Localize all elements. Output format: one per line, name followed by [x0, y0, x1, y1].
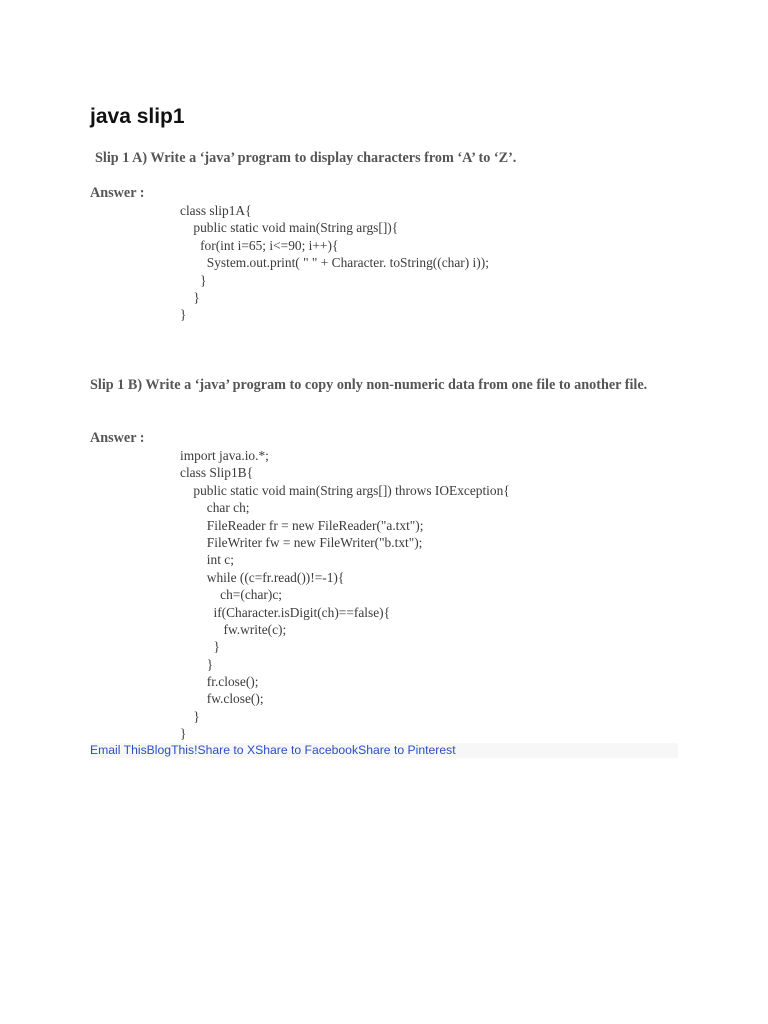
code-line: fr.close();: [180, 674, 259, 690]
code-line: }: [180, 726, 187, 742]
code-line: FileWriter fw = new FileWriter("b.txt");: [180, 534, 423, 550]
code-line: }: [180, 639, 220, 655]
blog-this-link[interactable]: BlogThis!: [146, 743, 198, 757]
code-line: }: [180, 708, 200, 724]
code-line: class slip1A{: [180, 203, 252, 218]
slip-1a-answer-label: Answer :: [90, 185, 145, 201]
code-line: public static void main(String args[]){: [180, 220, 399, 236]
slip-1b-code: [180, 447, 510, 743]
code-line: char ch;: [180, 500, 250, 516]
code-line: fw.close();: [180, 691, 264, 707]
code-line: while ((c=fr.read())!=-1){: [180, 569, 345, 585]
code-line: ch=(char)c;: [180, 587, 282, 603]
share-to-pinterest-link[interactable]: Share to Pinterest: [358, 743, 456, 757]
slip-1b-question: Slip 1 B) Write a ‘java’ program to copy only non-numeric data from one file to another file.: [90, 377, 648, 393]
email-this-link[interactable]: Email This: [90, 743, 147, 757]
code-line: public static void main(String args[]) throws IOException{: [180, 482, 510, 498]
code-line: }: [180, 289, 200, 305]
share-to-x-link[interactable]: Share to X: [197, 743, 256, 757]
share-bar: [90, 743, 678, 758]
share-to-facebook-link[interactable]: Share to Facebook: [255, 743, 359, 757]
code-line: class Slip1B{: [180, 465, 254, 481]
code-line: import java.io.*;: [180, 448, 269, 463]
code-line: for(int i=65; i<=90; i++){: [180, 237, 339, 253]
code-line: }: [180, 272, 207, 288]
code-line: if(Character.isDigit(ch)==false){: [180, 604, 391, 620]
code-line: }: [180, 656, 214, 672]
code-line: System.out.print( " " + Character. toString((char) i));: [180, 255, 489, 271]
slip-1a-question: Slip 1 A) Write a ‘java’ program to display characters from ‘A’ to ‘Z’.: [95, 150, 517, 166]
code-line: fw.write(c);: [180, 621, 287, 637]
slip-1b-answer-label: Answer :: [90, 430, 145, 446]
code-line: int c;: [180, 552, 234, 568]
code-line: }: [180, 307, 187, 323]
post-title: java slip1: [90, 105, 185, 128]
slip-1a-code: [180, 202, 489, 324]
code-line: FileReader fr = new FileReader("a.txt");: [180, 517, 424, 533]
